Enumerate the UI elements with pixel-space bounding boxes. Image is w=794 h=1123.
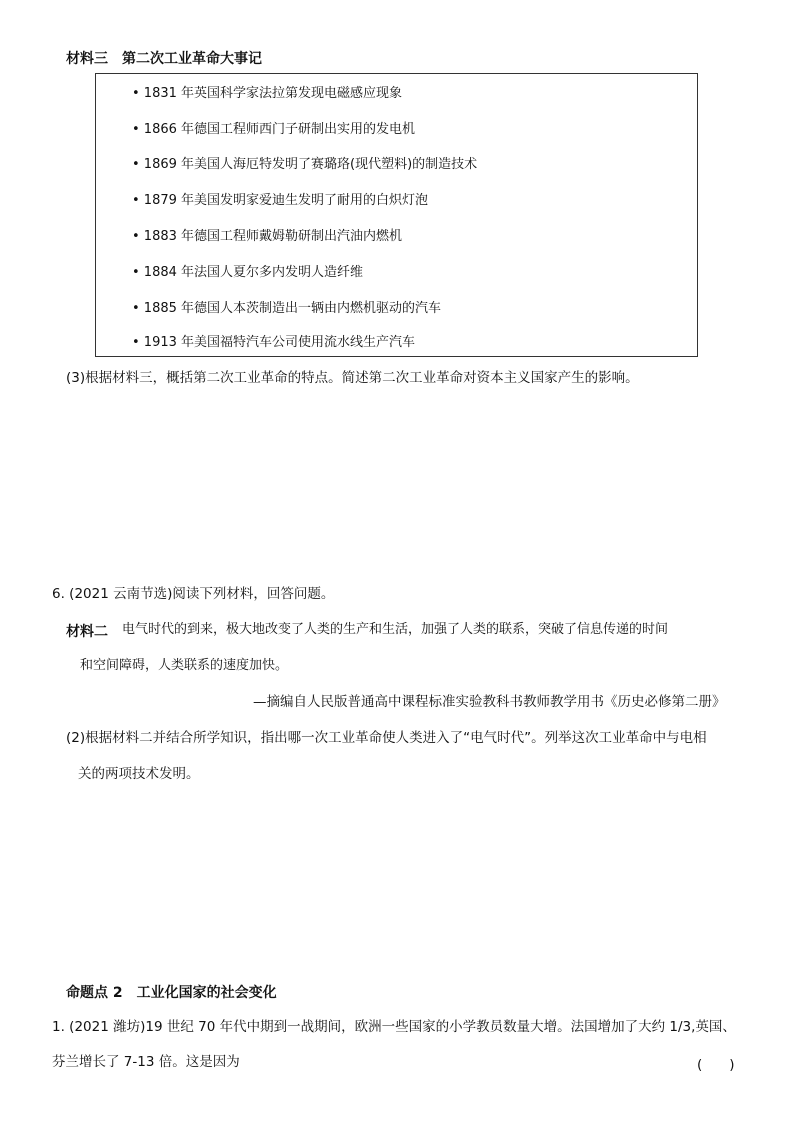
event-item: • 1869 年美国人海厄特发明了赛璐珞(现代塑料)的制造技术 [132,157,478,172]
event-item: • 1885 年德国人本茨制造出一辆由内燃机驱动的汽车 [132,301,442,316]
event-item: • 1913 年美国福特汽车公司使用流水线生产汽车 [132,335,416,350]
q6-material-label: 材料二 [66,624,108,640]
q6-material-text: 电气时代的到来，极大地改变了人类的生产和生活，加强了人类的联系，突破了信息传递的时间 [122,622,669,637]
q6-question: 关的两项技术发明。 [78,766,200,782]
event-item: • 1884 年法国人夏尔多内发明人造纤维 [132,265,364,280]
material3-question: (3)根据材料三，概括第二次工业革命的特点。简述第二次工业革命对资本主义国家产生的影响。 [66,370,639,386]
q6-source: —摘编自人民版普通高中课程标准实验教科书教师教学用书《历史必修第二册》 [253,694,726,710]
material3-heading: 材料三 第二次工业革命大事记 [66,51,262,67]
q6-material-text: 和空间障碍，人类联系的速度加快。 [80,658,289,673]
q6-title: 6. (2021 云南节选)阅读下列材料，回答问题。 [52,586,335,602]
section-heading: 命题点 2 工业化国家的社会变化 [66,985,277,1001]
event-item: • 1831 年英国科学家法拉第发现电磁感应现象 [132,86,403,101]
answer-parentheses: ( ) [697,1057,735,1073]
event-item: • 1883 年德国工程师戴姆勒研制出汽油内燃机 [132,229,403,244]
q1-text: 1. (2021 潍坊)19 世纪 70 年代中期到一战期间，欧洲一些国家的小学教员数量大增。法国增加了大约 1/3,英国、 [52,1019,736,1035]
q6-question: (2)根据材料二并结合所学知识，指出哪一次工业革命使人类进入了“电气时代”。列举这次工业革命中与电相 [66,730,707,746]
event-item: • 1866 年德国工程师西门子研制出实用的发电机 [132,122,416,137]
q1-text: 芬兰增长了 7-13 倍。这是因为 [52,1054,240,1070]
event-item: • 1879 年美国发明家爱迪生发明了耐用的白炽灯泡 [132,193,429,208]
